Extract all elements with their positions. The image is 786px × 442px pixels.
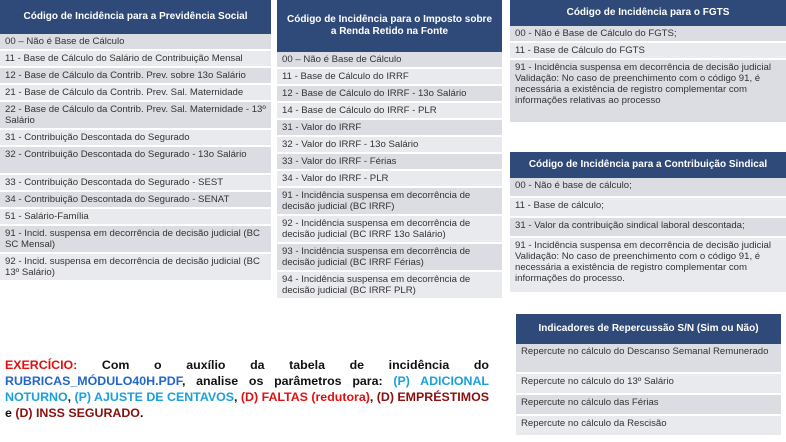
fgts-panel — [510, 0, 786, 124]
previdencia-title: Código de Incidência para a Previdência Social — [0, 0, 271, 34]
irrf-panel — [277, 0, 502, 300]
exercise-text-2: , analise os parâmetros para: — [181, 374, 394, 388]
table-row: Repercute no cálculo do Descanso Semanal Remunerado — [516, 344, 781, 374]
sindical-title: Código de Incidência para a Contribuição Sindical — [510, 152, 786, 178]
param-faltas: (D) FALTAS (redutora) — [240, 390, 370, 404]
repercussao-title: Indicadores de Repercussão S/N (Sim ou Não) — [516, 314, 781, 344]
table-row: 22 - Base de Cálculo da Contrib. Prev. Sal. Maternidade - 13º Salário — [0, 102, 271, 130]
table-row: 11 - Base de Cálculo do FGTS — [510, 43, 786, 60]
exercise-end: . — [139, 406, 144, 420]
table-row: 91 - Incidência suspensa em decorrência de decisão judicial (BC IRRF) — [277, 188, 502, 216]
exercise-sep-1: , — [67, 390, 75, 404]
table-row: 12 - Base de Cálculo da Contrib. Prev. sobre 13o Salário — [0, 68, 271, 85]
exercise-file: RUBRICAS_MÓDULO40H.PDF — [5, 374, 182, 388]
param-adicional-noturno: (P) ADICIONAL NOTURNO — [5, 374, 489, 404]
table-row: 31 - Contribuição Descontada do Segurado — [0, 130, 271, 147]
table-row: 00 - Não é base de cálculo; — [510, 178, 786, 198]
previdencia-rows — [0, 34, 271, 282]
param-inss-segurado: (D) INSS SEGURADO — [15, 406, 140, 420]
table-row: 32 - Valor do IRRF - 13o Salário — [277, 137, 502, 154]
table-row: 92 - Incid. suspensa em decorrência de decisão judicial (BC 13º Salário) — [0, 254, 271, 282]
fgts-rows — [510, 26, 786, 124]
table-row: 51 - Salário-Família — [0, 209, 271, 226]
table-row: 94 - Incidência suspensa em decorrência de decisão judicial (BC IRRF PLR) — [277, 272, 502, 300]
table-row: 14 - Base de Cálculo do IRRF - PLR — [277, 103, 502, 120]
irrf-rows — [277, 52, 502, 300]
table-row: 11 - Base de cálculo; — [510, 198, 786, 218]
table-row: Repercute no cálculo do 13º Salário — [516, 374, 781, 395]
table-row: 31 - Valor do IRRF — [277, 120, 502, 137]
repercussao-panel — [516, 314, 781, 437]
param-ajuste-centavos: (P) AJUSTE DE CENTAVOS — [74, 390, 235, 404]
table-row: 33 - Contribuição Descontada do Segurado - SEST — [0, 175, 271, 192]
table-row: 91 - Incid. suspensa em decorrência de decisão judicial (BC SC Mensal) — [0, 226, 271, 254]
exercise-and: e — [5, 406, 16, 420]
table-row: 00 – Não é Base de Cálculo — [0, 34, 271, 51]
table-row: 34 - Valor do IRRF - PLR — [277, 171, 502, 188]
table-row: 12 - Base de Cálculo do IRRF - 13o Salário — [277, 86, 502, 103]
table-row: 00 - Não é Base de Cálculo do FGTS; — [510, 26, 786, 43]
param-emprestimos: (D) EMPRÉSTIMOS — [376, 390, 489, 404]
table-row: Repercute no cálculo da Rescisão — [516, 416, 781, 437]
table-row: 93 - Incidência suspensa em decorrência de decisão judicial (BC IRRF Férias) — [277, 244, 502, 272]
table-row: 31 - Valor da contribuição sindical laboral descontada; — [510, 218, 786, 238]
table-row: Repercute no cálculo das Férias — [516, 395, 781, 416]
table-row: 11 - Base de Cálculo do IRRF — [277, 69, 502, 86]
irrf-title: Código de Incidência para o Imposto sobre a Renda Retido na Fonte — [277, 0, 502, 52]
exercise-sep-3: , — [369, 390, 377, 404]
table-row: 33 - Valor do IRRF - Férias — [277, 154, 502, 171]
table-row: 91 - Incidência suspensa em decorrência de decisão judicial Validação: No caso de preenchimento com o código 91, é necessária a existência de registro complementar com informações relativas ao processo — [510, 60, 786, 124]
exercise-text — [5, 357, 489, 421]
table-row: 11 - Base de Cálculo do Salário de Contribuição Mensal — [0, 51, 271, 68]
table-row: 21 - Base de Cálculo da Contrib. Prev. Sal. Maternidade — [0, 85, 271, 102]
sindical-rows — [510, 178, 786, 294]
table-row: 91 - Incidência suspensa em decorrência de decisão judicial Validação: No caso de preenchimento com o código 91, é necessária a existência de registro complementar com informações do processo. — [510, 238, 786, 294]
exercise-sep-2: , — [234, 390, 241, 404]
table-row: 32 - Contribuição Descontada do Segurado - 13o Salário — [0, 147, 271, 175]
previdencia-panel — [0, 0, 271, 282]
fgts-title: Código de Incidência para o FGTS — [510, 0, 786, 26]
repercussao-rows — [516, 344, 781, 437]
table-row: 34 - Contribuição Descontada do Segurado - SENAT — [0, 192, 271, 209]
exercise-label: EXERCÍCIO: — [5, 358, 78, 372]
table-row: 92 - Incidência suspensa em decorrência de decisão judicial (BC IRRF 13o Salário) — [277, 216, 502, 244]
exercise-text-1: Com o auxílio da tabela de incidência do — [77, 358, 489, 372]
sindical-panel — [510, 152, 786, 294]
table-row: 00 – Não é Base de Cálculo — [277, 52, 502, 69]
